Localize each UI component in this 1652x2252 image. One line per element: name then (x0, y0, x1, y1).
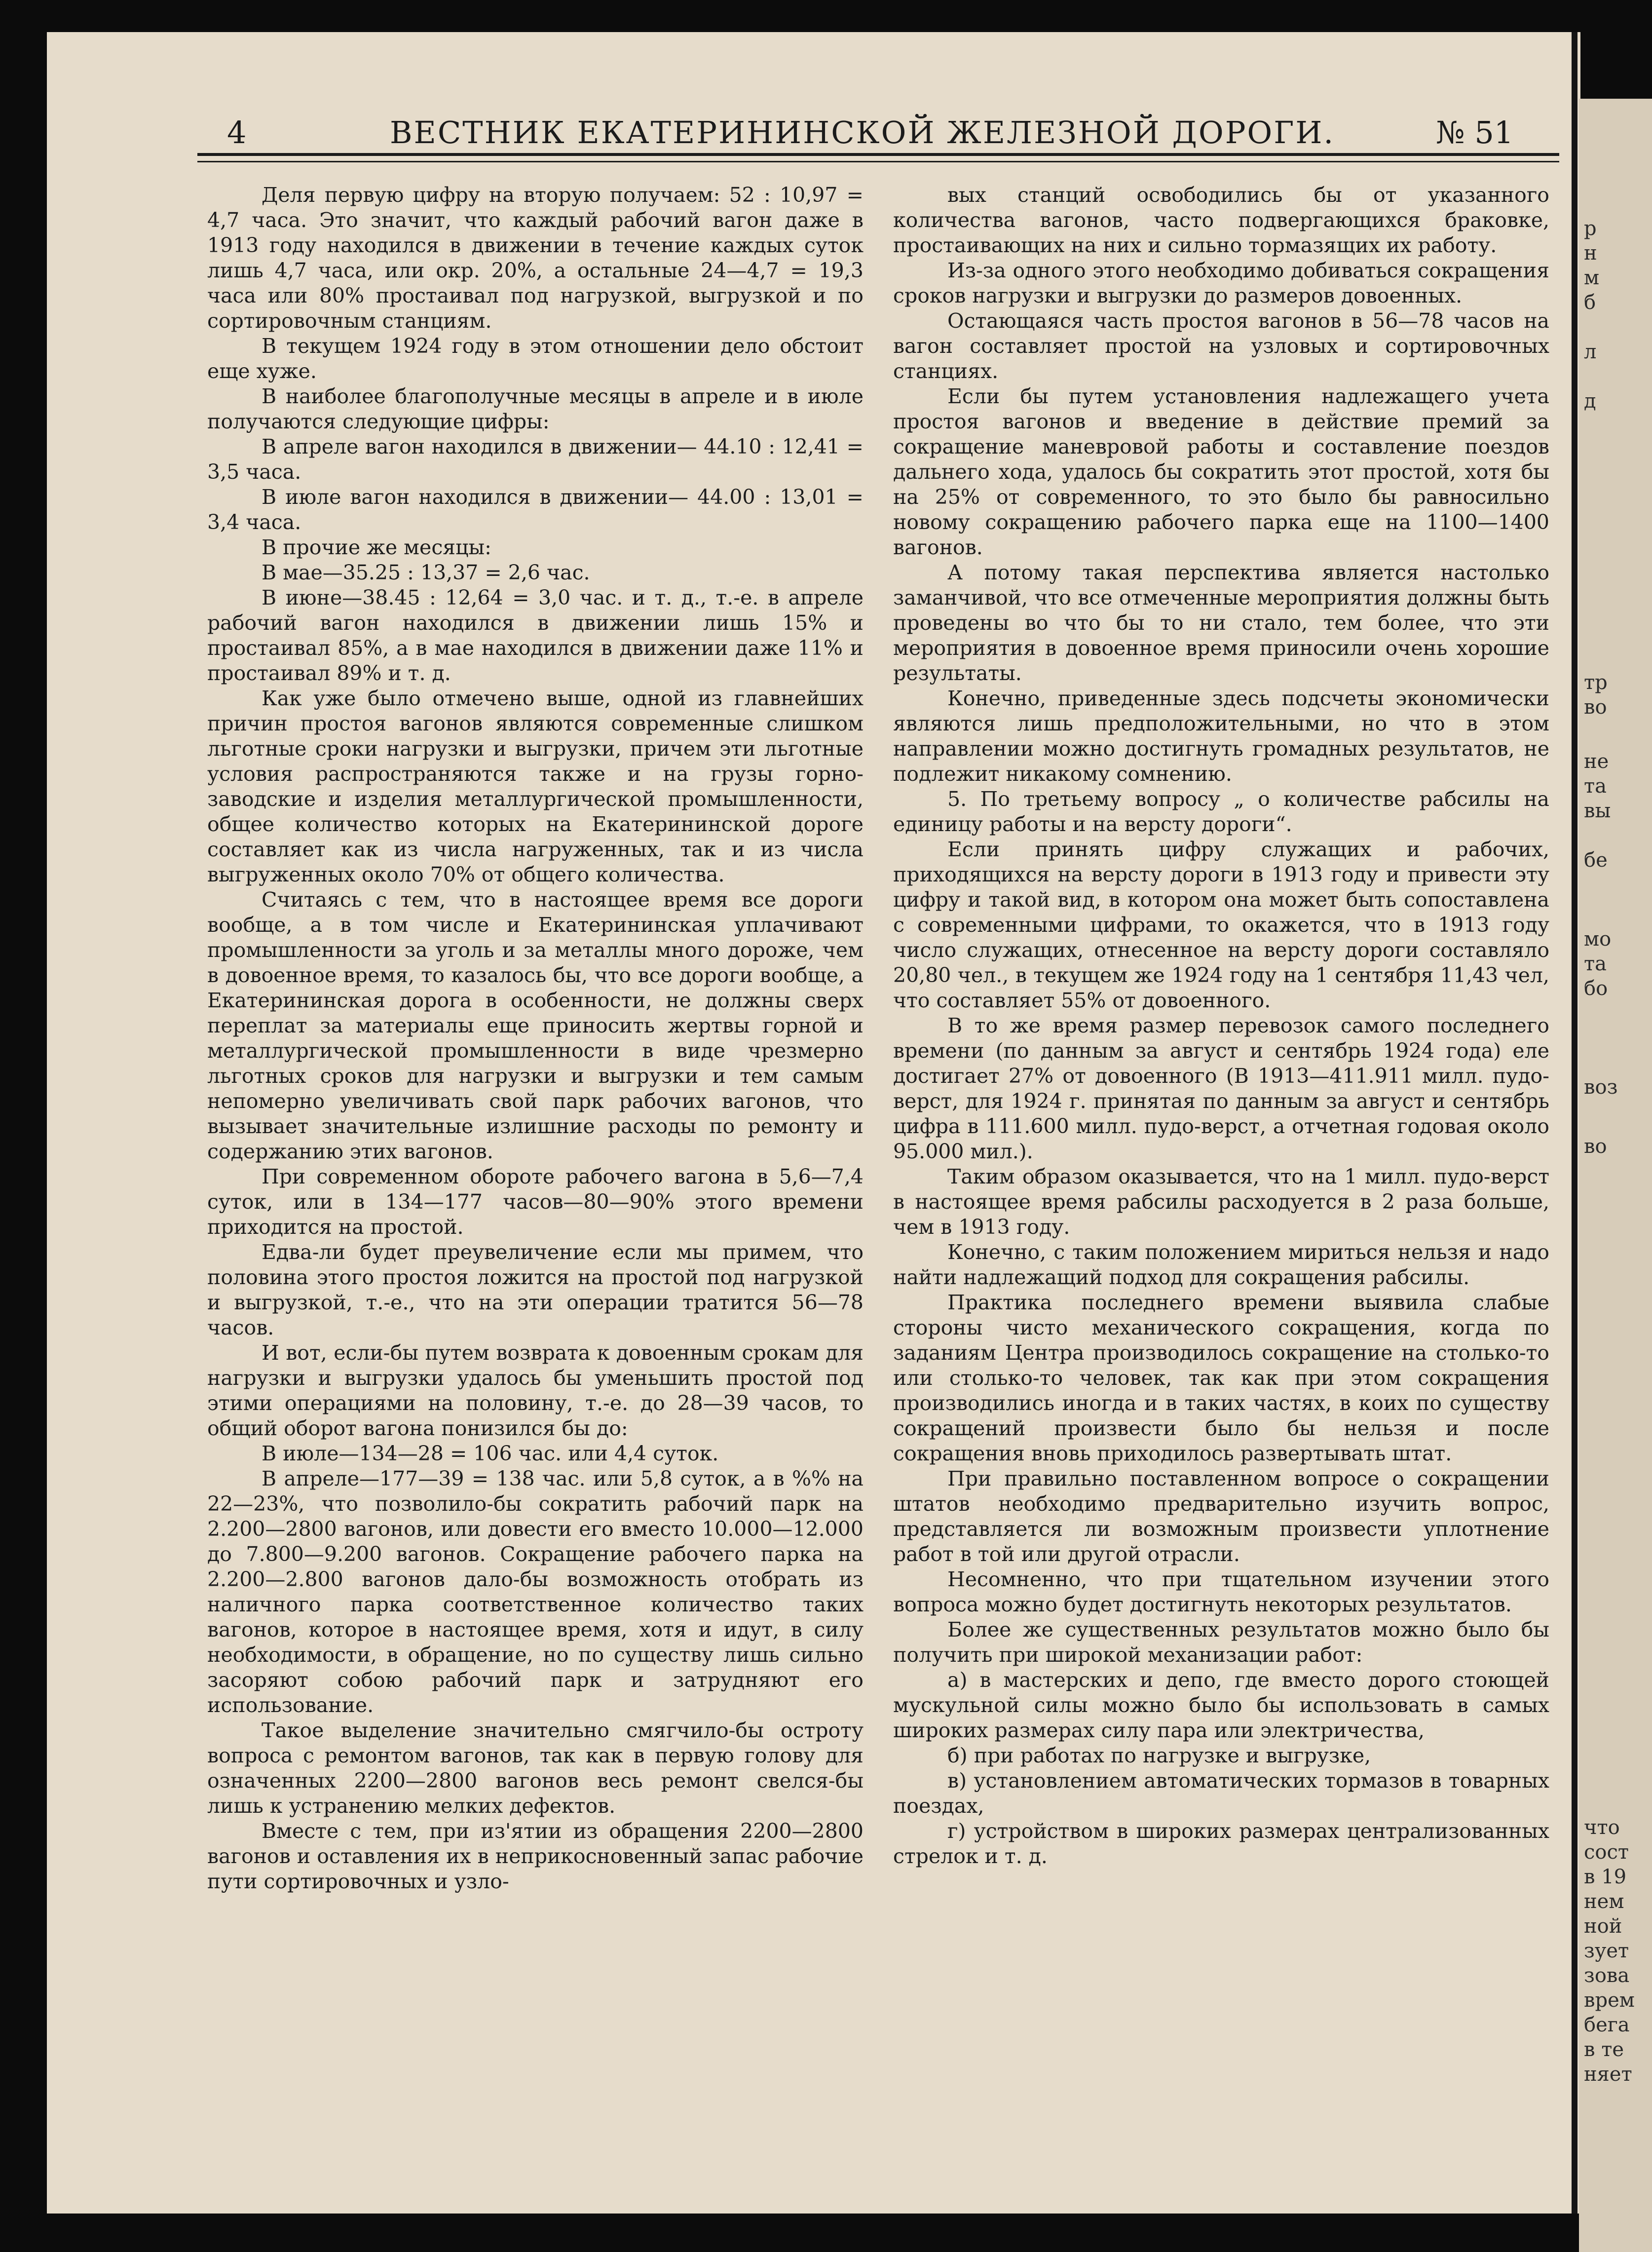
paragraph: Конечно, с таким положением мириться нельзя и надо найти надлежащий подход для сокращения рабсилы. (893, 1240, 1549, 1289)
adjacent-page-strip (1579, 99, 1652, 2252)
journal-title: ВЕСТНИК ЕКАТЕРИНИНСКОЙ ЖЕЛЕЗНОЙ ДОРОГИ. (390, 115, 1335, 151)
paragraph: В июне—38.45 : 12,64 = 3,0 час. и т. д., т.-е. в апреле рабочий вагон находился в движении лишь 15% и простаивал 85%, а в мае находился в движении даже 11% и простаивал 89% и т. д. (207, 586, 864, 685)
paragraph: Вместе с тем, при из'ятии из обращения 2200—2800 вагонов и оставления их в неприкосновенный запас рабочие пути сортировочных и узло- (207, 1819, 864, 1893)
paragraph: В апреле вагон находился в движении— 44.10 : 12,41 = 3,5 часа. (207, 435, 864, 484)
adjacent-page-text-fragment: тр (1584, 671, 1608, 694)
adjacent-page-text-fragment: зует (1584, 1940, 1629, 1962)
paragraph: В наиболее благополучные месяцы в апреле и в июле получаются следующие цифры: (207, 384, 864, 433)
paragraph: В июле вагон находился в движении— 44.00 : 13,01 = 3,4 часа. (207, 485, 864, 534)
paragraph: Такое выделение значительно смягчило-бы остроту вопроса с ремонтом вагонов, так как в первую голову для означенных 2200—2800 вагонов весь ремонт свелся-бы лишь к устранению мелких дефектов. (207, 1718, 864, 1818)
paragraph: г) устройством в широких размерах централизованных стрелок и т. д. (893, 1819, 1549, 1868)
paragraph: Более же существенных результатов можно было бы получить при широкой механизации работ: (893, 1618, 1549, 1667)
right-column (893, 183, 1549, 1869)
adjacent-page-text-fragment: воз (1584, 1076, 1618, 1099)
adjacent-page-text-fragment: д (1584, 390, 1596, 413)
adjacent-page-text-fragment: нем (1584, 1890, 1624, 1913)
paragraph: Как уже было отмечено выше, одной из главнейших причин простоя вагонов являются современные слишком льготные сроки нагрузки и выгрузки, причем эти льготные условия распространяются также и на грузы горно-заводские и изделия металлургической промышленности, общее количество которых на Екатерининской дороге составляет как из числа нагруженных, так и из числа выгруженных около 70% от общего количества. (207, 687, 864, 886)
adjacent-page-text-fragment: та (1584, 953, 1607, 975)
adjacent-page-text-fragment: бега (1584, 2014, 1630, 2036)
paragraph: Несомненно, что при тщательном изучении этого вопроса можно будет достигнуть некоторых результатов. (893, 1567, 1549, 1616)
adjacent-page-text-fragment: бе (1584, 849, 1608, 872)
paragraph: Едва-ли будет преувеличение если мы примем, что половина этого простоя ложится на простой под нагрузкой и выгрузкой, т.-е., что на эти операции тратится 56—78 часов. (207, 1240, 864, 1339)
paragraph: В прочие же месяцы: (262, 535, 491, 559)
paragraph: а) в мастерских и депо, где вместо дорого стоющей мускульной силы можно было бы использовать в самых широких размерах силу пара или электричества, (893, 1668, 1549, 1742)
paragraph: Если принять цифру служащих и рабочих, приходящихся на версту дороги в 1913 году и привести эту цифру и такой вид, в котором она может быть сопоставлена с современными цифрами, то окажется, что в 1913 году число служащих, отнесенное на версту дороги составляло 20,80 чел., в текущем же 1924 году на 1 сентября 11,43 чел, что составляет 55% от довоенного. (893, 838, 1549, 1012)
paragraph: Таким образом оказывается, что на 1 милл. пудо-верст в настоящее время рабсилы расходуется в 2 раза больше, чем в 1913 году. (893, 1165, 1549, 1239)
left-column (207, 183, 864, 1894)
paragraph: При правильно поставленном вопросе о сокращении штатов необходимо предварительно изучить вопрос, представляется ли возможным произвести уплотнение работ в той или другой отрасли. (893, 1467, 1549, 1566)
paragraph: В апреле—177—39 = 138 час. или 5,8 суток, а в %% на 22—23%, что позволило-бы сократить рабочий парк на 2.200—2800 вагонов, или довести его вместо 10.000—12.000 до 7.800—9.200 вагонов. Сокращение рабочего парка на 2.200—2.800 вагонов дало-бы возможность отобрать из наличного парка соответственное количество таких вагонов, которое в настоящее время, хотя и идут, в силу необходимости, в обращение, но по существу лишь сильно засоряют собою рабочий парк и затрудняют его использование. (207, 1467, 864, 1717)
paragraph: вых станций освободились бы от указанного количества вагонов, часто подвергающихся браковке, простаивающих на них и сильно тормазящих их работу. (893, 183, 1549, 257)
paragraph: Остающаяся часть простоя вагонов в 56—78 часов на вагон составляет простой на узловых и сортировочных станциях. (893, 309, 1549, 383)
page-number: 4 (227, 115, 247, 151)
adjacent-page-text-fragment: зова (1584, 1964, 1630, 1987)
adjacent-page-text-fragment: в 19 (1584, 1866, 1627, 1888)
adjacent-page-text-fragment: в те (1584, 2038, 1624, 2061)
paragraph: Из-за одного этого необходимо добиваться сокращения сроков нагрузки и выгрузки до размеров довоенных. (893, 259, 1549, 307)
paragraph: Практика последнего времени выявила слабые стороны чисто механического сокращения, когда по заданиям Центра производилось сокращение на столько-то или столько-то человек, так как при этом сокращения производились иногда и в таких частях, в коих по существу сокращений произвести было бы нельзя и после сокращения вновь приходилось развертывать штат. (893, 1291, 1549, 1465)
adjacent-page-text-fragment: во (1584, 696, 1607, 719)
page-binding-edge (1572, 32, 1577, 2214)
adjacent-page-text-fragment: мо (1584, 928, 1612, 951)
paragraph: А потому такая перспектива является настолько заманчивой, что все отмеченные мероприятия должны быть проведены во что бы то ни стало, тем более, что эти мероприятия в довоенное время приносили очень хорошие результаты. (893, 561, 1549, 685)
paragraph: в) установлением автоматических тормазов в товарных поездах, (893, 1769, 1549, 1818)
paragraph: Конечно, приведенные здесь подсчеты экономически являются лишь предположительными, но что в этом направлении можно достигнуть громадных результатов, не подлежит никакому сомнению. (893, 687, 1549, 786)
adjacent-page-text-fragment: н (1584, 242, 1597, 265)
adjacent-page-text-fragment: б (1584, 291, 1596, 314)
adjacent-page-text-fragment: что (1584, 1816, 1620, 1839)
adjacent-page-text-fragment: не (1584, 750, 1609, 773)
adjacent-page-text-fragment: р (1584, 217, 1597, 240)
adjacent-page-text-fragment: врем (1584, 1989, 1635, 2012)
adjacent-page-text-fragment: сост (1584, 1841, 1629, 1864)
paragraph: Считаясь с тем, что в настоящее время все дороги вообще, а в том числе и Екатерининская уплачивают промышленности за уголь и за металлы много дороже, чем в довоенное время, то казалось бы, что все дороги вообще, а Екатерининская дорога в особенности, не должны сверх переплат за материалы еще приносить жертвы горной и металлургической промышленности в виде чрезмерно льготных сроков для нагрузки и выгрузки и тем самым непомерно увеличивать свой парк рабочих вагонов, что вызывает значительные излишние расходы по ремонту и содержанию этих вагонов. (207, 888, 864, 1163)
paragraph: Если бы путем установления надлежащего учета простоя вагонов и введение в действие премий за сокращение маневровой работы и составление поездов дальнего хода, удалось бы сократить этот простой, хотя бы на 25% от современного, то это было бы равносильно новому сокращению рабочего парка еще на 1100—1400 вагонов. (893, 384, 1549, 559)
adjacent-page-text-fragment: ной (1584, 1915, 1622, 1938)
adjacent-page-text-fragment: бо (1584, 977, 1608, 1000)
paragraph: При современном обороте рабочего вагона в 5,6—7,4 суток, или в 134—177 часов—80—90% этого времени приходится на простой. (207, 1165, 864, 1239)
paragraph: В мае—35.25 : 13,37 = 2,6 час. (262, 561, 590, 584)
paragraph: Деля первую цифру на вторую получаем: 52 : 10,97 = 4,7 часа. Это значит, что каждый рабочий вагон даже в 1913 году находился в движении в течение каждых суток лишь 4,7 часа, или окр. 20%, а остальные 24—4,7 = 19,3 часа или 80% простаивал под нагрузкой, выгрузкой и по сортировочным станциям. (207, 183, 864, 333)
paragraph: В то же время размер перевозок самого последнего времени (по данным за август и сентябрь 1924 года) еле достигает 27% от довоенного (В 1913—411.911 милл. пудо-верст, для 1924 г. принятая по данным за август и сентябрь цифра в 111.600 милл. пудо-верст, а отчетная годовая около 95.000 мил.). (893, 1014, 1549, 1163)
page-header (0, 0, 1652, 197)
issue-number: № 51 (1436, 115, 1514, 151)
adjacent-page-text-fragment: няет (1584, 2063, 1632, 2086)
paragraph: В текущем 1924 году в этом отношении дело обстоит еще хуже. (207, 334, 864, 383)
paragraph: В июле—134—28 = 106 час. или 4,4 суток. (262, 1442, 719, 1465)
adjacent-page-text-fragment: та (1584, 775, 1607, 798)
adjacent-page-text-fragment: л (1584, 341, 1597, 363)
adjacent-page-text-fragment: м (1584, 267, 1600, 289)
adjacent-page-text-fragment: вы (1584, 800, 1611, 822)
paragraph: б) при работах по нагрузке и выгрузке, (947, 1744, 1371, 1767)
paragraph: 5. По третьему вопросу „ о количестве рабсилы на единицу работы и на версту дороги“. (893, 787, 1549, 836)
paragraph: И вот, если-бы путем возврата к довоенным срокам для нагрузки и выгрузки удалось бы уменьшить простой под этими операциями на половину, т.-е. до 28—39 часов, то общий оборот вагона понизился бы до: (207, 1341, 864, 1440)
adjacent-page-text-fragment: во (1584, 1135, 1607, 1158)
header-rule (197, 153, 1559, 162)
